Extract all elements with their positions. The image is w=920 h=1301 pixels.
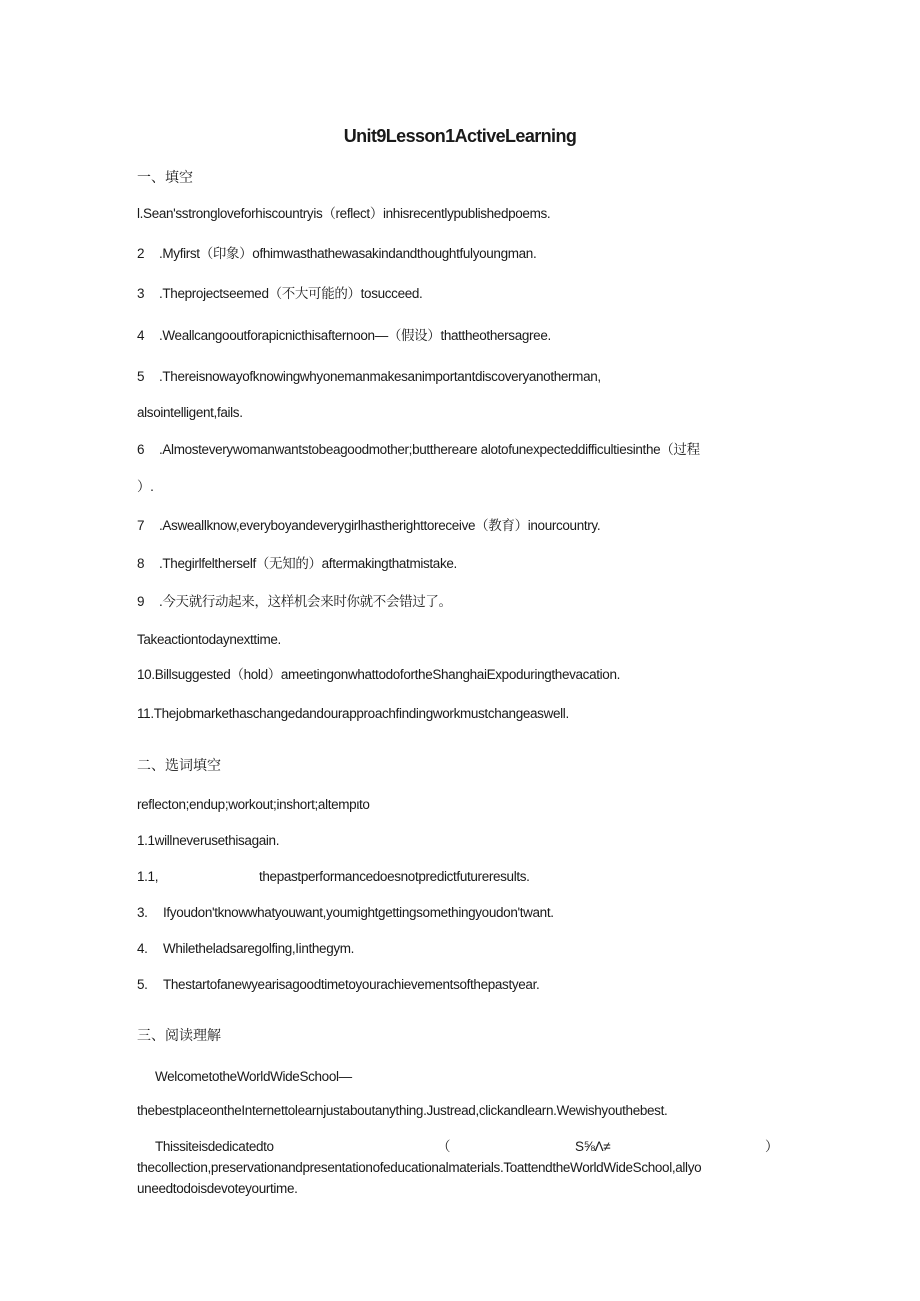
reading-paren-open: （ — [437, 1139, 451, 1154]
question-text: .Thereisnowayofknowingwhyonemanmakesanimportantdiscoveryanotherman, — [159, 369, 601, 384]
fill-number: 1.1, — [137, 869, 159, 884]
question-number: 7 — [137, 518, 145, 533]
question-5 — [137, 368, 601, 386]
question-7 — [137, 517, 600, 535]
reading-text: Thissiteisdedicatedto — [155, 1139, 274, 1154]
question-8 — [137, 555, 457, 573]
question-text: Takeactiontodaynexttime. — [137, 632, 281, 647]
question-text: .Thegirlfeltherself（无知的）aftermakingthatmistake. — [159, 556, 457, 571]
question-text: .今天就行动起来，这样机会来时你就不会错过了。 — [159, 594, 452, 609]
question-9-answer-line — [137, 631, 281, 649]
question-6-continued — [137, 478, 154, 496]
question-number: 5 — [137, 369, 145, 384]
question-text: alsointelligent,fails. — [137, 405, 243, 420]
section-1-heading: 一、填空 — [137, 169, 193, 185]
fill-text: Ifyoudon'tknowwhatyouwant,youmightgettingsomethingyoudon'twant. — [163, 905, 554, 920]
question-2 — [137, 245, 536, 263]
fill-text: thepastperformancedoesnotpredictfutureresults. — [259, 869, 530, 884]
question-3 — [137, 285, 422, 303]
question-number: 3 — [137, 286, 145, 301]
reading-para2-line3: uneedtodoisdevoteyourtime. — [137, 1181, 298, 1196]
question-number: 2 — [137, 246, 145, 261]
fill-number: 3. — [137, 905, 148, 920]
question-text: .Myfirst（印象）ofhimwasthathewasakindandthoughtfulyoungman. — [159, 246, 537, 261]
fill-item-3 — [137, 904, 554, 922]
fill-item-5 — [137, 976, 539, 994]
question-11 — [137, 705, 569, 723]
fill-text: 1.1willneverusethisagain. — [137, 833, 280, 848]
question-1 — [137, 205, 550, 223]
word-bank: reflecton;endup;workout;inshort;altempιto — [137, 797, 370, 812]
fill-text: Thestartofanewyearisagoodtimetoyourachievementsofthepastyear. — [163, 977, 540, 992]
document-title: Unit9Lesson1ActiveLearning — [343, 126, 577, 146]
question-number: 4 — [137, 328, 145, 343]
question-5-continued — [137, 404, 243, 422]
section-2-heading: 二、选词填空 — [137, 757, 221, 773]
fill-number: 5. — [137, 977, 148, 992]
reading-garbled-text: S⅝Λ≠ — [575, 1139, 611, 1154]
fill-text: Whiletheladsaregolfing,Iinthegym. — [163, 941, 355, 956]
question-text: 11.Thejobmarkethaschangedandourapproachfindingworkmustchangeaswell. — [137, 706, 569, 721]
question-6 — [137, 441, 700, 459]
question-9 — [137, 593, 452, 611]
question-4 — [137, 327, 551, 345]
section-3-heading: 三、阅读理解 — [137, 1027, 221, 1043]
question-number: 6 — [137, 442, 145, 457]
reading-para1-line2: thebestplaceontheInternettolearnjustaboutanything.Justread,clickandlearn.Wewishyouthebest. — [137, 1103, 668, 1118]
reading-para2-line1 — [155, 1138, 777, 1156]
question-text: .Weallcangooutforapicnicthisafternoon—（假设）thattheothersagree. — [159, 328, 551, 343]
question-number: 8 — [137, 556, 145, 571]
question-text: .Theprojectseemed（不大可能的）tosucceed. — [159, 286, 423, 301]
reading-para2-line2: thecollection,preservationandpresentationofeducationalmaterials.ToattendtheWorldWideSchool,allyo — [137, 1160, 702, 1175]
question-text: 10.Billsuggested（hold）ameetingonwhattodofortheShanghaiExpoduringthevacation. — [137, 667, 621, 682]
fill-item-2 — [137, 868, 530, 886]
fill-number: 4. — [137, 941, 148, 956]
question-10 — [137, 666, 620, 684]
question-text: l.Sean'sstrongloveforhiscountryis（reflect）inhisrecentlypublishedpoems. — [137, 206, 551, 221]
question-text: .Almosteverywomanwantstobeagoodmother;butthereare alotofunexpecteddifficultiesinthe（过程 — [159, 442, 700, 457]
reading-paren-close: ） — [765, 1139, 779, 1154]
question-number: 9 — [137, 594, 145, 609]
reading-para1-line1: WelcometotheWorldWideSchool— — [155, 1069, 352, 1084]
question-text: ）. — [137, 479, 154, 494]
fill-item-1 — [137, 832, 279, 850]
question-text: .Asweallknow,everyboyandeverygirlhastherighttoreceive（教育）inourcountry. — [159, 518, 601, 533]
fill-item-4 — [137, 940, 354, 958]
